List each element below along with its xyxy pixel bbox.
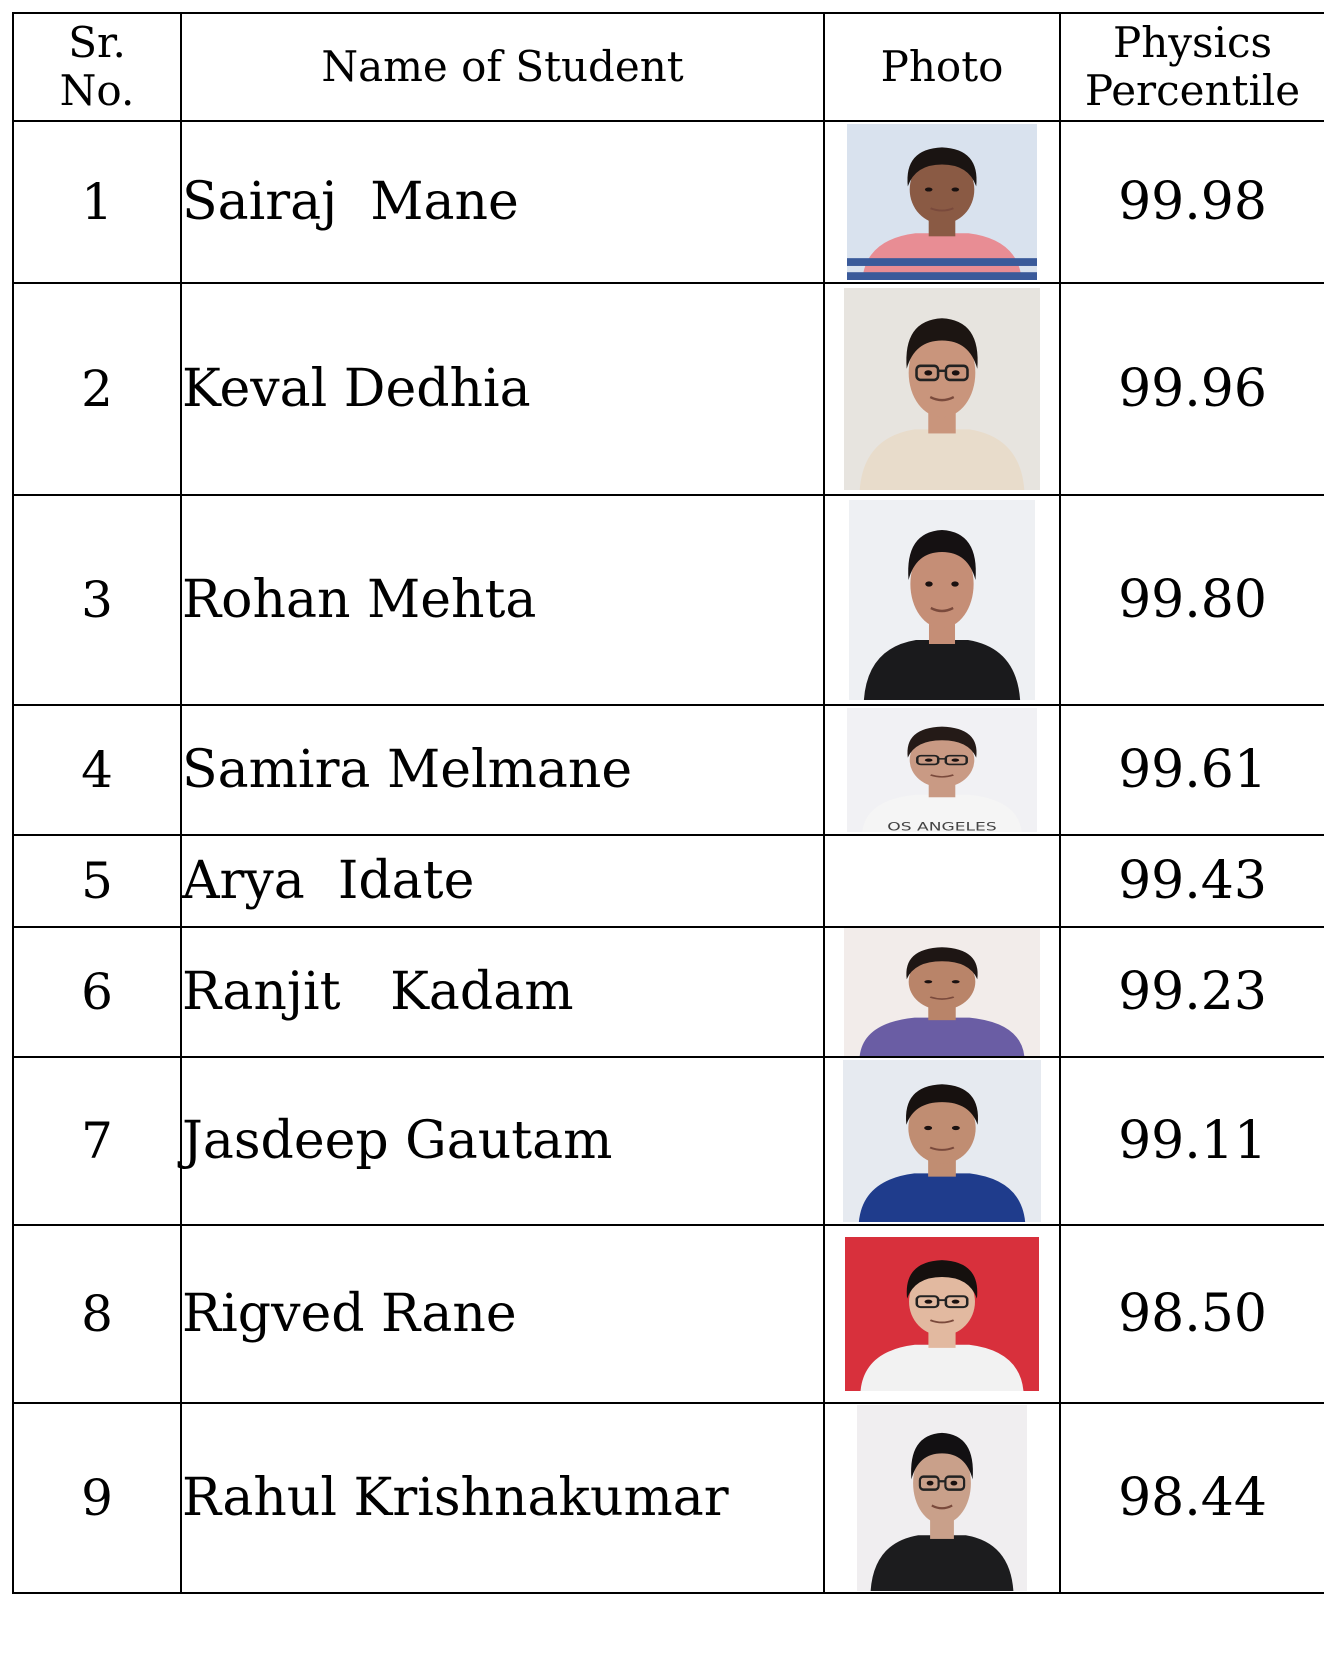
table-row: [13, 927, 1324, 1057]
student-name: Arya Idate: [181, 835, 824, 927]
photo-cell: [824, 1057, 1060, 1225]
student-name: Rigved Rane: [181, 1225, 824, 1403]
physics-percentile: 99.43: [1060, 835, 1324, 927]
physics-percentile: 99.80: [1060, 495, 1324, 705]
student-name: Ranjit Kadam: [181, 927, 824, 1057]
header-row: [13, 13, 1324, 121]
student-photo: [845, 1237, 1039, 1391]
table-row: [13, 1225, 1324, 1403]
photo-cell: [824, 283, 1060, 495]
physics-percentile: 99.23: [1060, 927, 1324, 1057]
student-portrait: [844, 288, 1040, 490]
student-name: Rahul Krishnakumar: [181, 1403, 824, 1593]
serial-number: 4: [13, 705, 181, 835]
physics-percentile: 99.96: [1060, 283, 1324, 495]
student-photo: [844, 288, 1040, 490]
student-photo: [847, 124, 1037, 280]
table-row: [13, 1057, 1324, 1225]
student-photo: [843, 1060, 1041, 1222]
physics-percentile: 99.11: [1060, 1057, 1324, 1225]
student-portrait: [843, 1060, 1041, 1222]
serial-number: 2: [13, 283, 181, 495]
student-portrait: [847, 708, 1037, 832]
header-physics-percentile: Physics Percentile: [1060, 13, 1324, 121]
photo-cell: [824, 835, 1060, 927]
photo-cell: [824, 121, 1060, 283]
student-portrait: [845, 1237, 1039, 1391]
student-portrait: [857, 1405, 1027, 1591]
student-portrait: [847, 124, 1037, 280]
student-portrait: [849, 500, 1035, 700]
header-student-name: Name of Student: [181, 13, 824, 121]
physics-percentile: 98.50: [1060, 1225, 1324, 1403]
serial-number: 5: [13, 835, 181, 927]
table-row: [13, 495, 1324, 705]
table-row: [13, 1403, 1324, 1593]
serial-number: 9: [13, 1403, 181, 1593]
student-name: Rohan Mehta: [181, 495, 824, 705]
serial-number: 7: [13, 1057, 181, 1225]
physics-percentile: 98.44: [1060, 1403, 1324, 1593]
photo-cell: [824, 927, 1060, 1057]
student-name: Keval Dedhia: [181, 283, 824, 495]
student-portrait: [844, 928, 1040, 1056]
serial-number: 1: [13, 121, 181, 283]
photo-cell: [824, 495, 1060, 705]
header-photo: Photo: [824, 13, 1060, 121]
photo-cell: [824, 705, 1060, 835]
student-name: Sairaj Mane: [181, 121, 824, 283]
table-row: [13, 283, 1324, 495]
student-photo: [844, 928, 1040, 1056]
table-row: [13, 835, 1324, 927]
serial-number: 3: [13, 495, 181, 705]
student-photo: [849, 500, 1035, 700]
student-name: Samira Melmane: [181, 705, 824, 835]
student-photo: [847, 708, 1037, 832]
table-row: [13, 705, 1324, 835]
table-row: [13, 121, 1324, 283]
student-name: Jasdeep Gautam: [181, 1057, 824, 1225]
results-table: [12, 12, 1324, 1594]
shirt-print-text: OS ANGELES: [887, 821, 997, 832]
serial-number: 6: [13, 927, 181, 1057]
physics-percentile: 99.61: [1060, 705, 1324, 835]
header-sr-no: Sr. No.: [13, 13, 181, 121]
student-photo: [857, 1405, 1027, 1591]
serial-number: 8: [13, 1225, 181, 1403]
physics-percentile: 99.98: [1060, 121, 1324, 283]
photo-cell: [824, 1403, 1060, 1593]
photo-cell: [824, 1225, 1060, 1403]
